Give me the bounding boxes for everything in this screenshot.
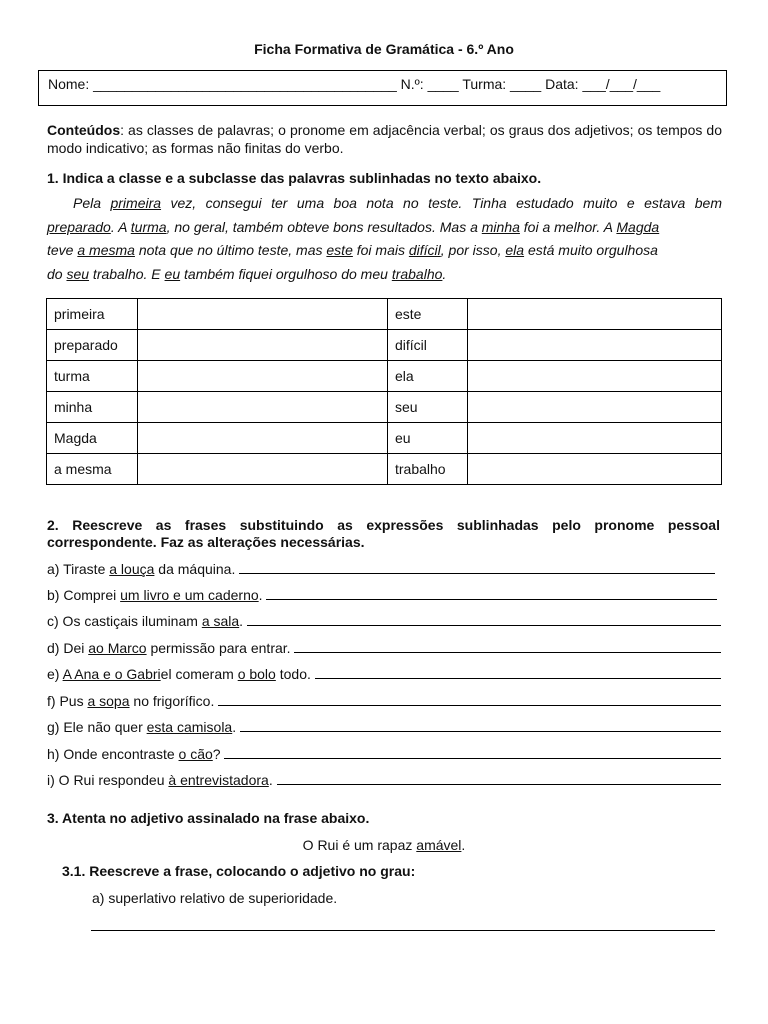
- table-answer-cell[interactable]: [138, 330, 388, 361]
- table-word: eu: [388, 423, 468, 454]
- answer-line[interactable]: [266, 587, 717, 600]
- answer-line[interactable]: [277, 772, 721, 785]
- table-row: [47, 330, 722, 361]
- page-title: Ficha Formativa de Gramática - 6.º Ano: [254, 41, 514, 57]
- rewrite-item: h) Onde encontraste o cão?: [47, 746, 721, 762]
- rewrite-item: g) Ele não quer esta camisola.: [47, 719, 721, 735]
- answer-line[interactable]: [218, 693, 721, 706]
- table-row: [47, 423, 722, 454]
- table-answer-cell[interactable]: [468, 330, 722, 361]
- answer-line-3-1-a[interactable]: [91, 930, 715, 931]
- answer-line[interactable]: [294, 640, 721, 653]
- rewrite-item: i) O Rui respondeu à entrevistadora.: [47, 772, 721, 788]
- rewrite-item: c) Os castiçais iluminam a sala.: [47, 613, 721, 629]
- table-answer-cell[interactable]: [138, 454, 388, 485]
- table-word: seu: [388, 392, 468, 423]
- table-word: Magda: [47, 423, 138, 454]
- table-row: [47, 392, 722, 423]
- contents-label: Conteúdos: [47, 122, 121, 138]
- table-answer-cell[interactable]: [138, 361, 388, 392]
- question-3-sentence: O Rui é um rapaz amável.: [302, 837, 466, 853]
- table-answer-cell[interactable]: [138, 423, 388, 454]
- passage-line-4: do seu trabalho. E eu também fiquei orgulhoso do meu trabalho.: [47, 265, 447, 282]
- question-1-passage: [47, 192, 722, 286]
- table-word: primeira: [47, 299, 138, 330]
- rewrite-item: a) Tiraste a louça da máquina.: [47, 561, 715, 577]
- rewrite-item: f) Pus a sopa no frigorífico.: [47, 693, 721, 709]
- passage-line-2: preparado. A turma, no geral, também obteve bons resultados. Mas a minha foi a melhor. A Magda: [47, 218, 660, 235]
- question-2-prompt: 2. Reescreve as frases substituindo as expressões sublinhadas pelo pronome pessoal correspondente. Faz as alterações necessárias.: [47, 517, 720, 550]
- rewrite-item: b) Comprei um livro e um caderno.: [47, 587, 717, 603]
- table-row: [47, 299, 722, 330]
- table-word: este: [388, 299, 468, 330]
- table-answer-cell[interactable]: [468, 454, 722, 485]
- table-answer-cell[interactable]: [138, 392, 388, 423]
- rewrite-item: d) Dei ao Marco permissão para entrar.: [47, 640, 721, 656]
- table-word: ela: [388, 361, 468, 392]
- table-word: trabalho: [388, 454, 468, 485]
- table-word: preparado: [47, 330, 138, 361]
- word-class-table: [46, 298, 722, 485]
- rewrite-item: e) A Ana e o Gabriel comeram o bolo todo.: [47, 666, 721, 682]
- table-word: difícil: [388, 330, 468, 361]
- table-word: turma: [47, 361, 138, 392]
- answer-line[interactable]: [224, 746, 721, 759]
- table-answer-cell[interactable]: [468, 361, 722, 392]
- table-answer-cell[interactable]: [138, 299, 388, 330]
- question-3-prompt: 3. Atenta no adjetivo assinalado na frase abaixo.: [47, 810, 370, 826]
- question-3-1-prompt: 3.1. Reescreve a frase, colocando o adjetivo no grau:: [62, 863, 416, 879]
- table-answer-cell[interactable]: [468, 423, 722, 454]
- passage-line-1: Pela primeira vez, consegui ter uma boa nota no teste. Tinha estudado muito e estava bem: [73, 195, 722, 211]
- contents-text: : as classes de palavras; o pronome em adjacência verbal; os graus dos adjetivos; os tempos do modo indicativo; as formas não finitas do verbo.: [47, 122, 722, 156]
- table-row: [47, 361, 722, 392]
- student-info-fields: Nome: _______________________________________ N.º: ____ Turma: ____ Data: ___/___/___: [48, 76, 661, 92]
- table-word: minha: [47, 392, 138, 423]
- question-3-1-option-a: a) superlativo relativo de superioridade.: [92, 890, 338, 906]
- answer-line[interactable]: [315, 666, 721, 679]
- table-answer-cell[interactable]: [468, 392, 722, 423]
- answer-line[interactable]: [247, 613, 721, 626]
- question-1-prompt: 1. Indica a classe e a subclasse das palavras sublinhadas no texto abaixo.: [47, 170, 542, 186]
- table-answer-cell[interactable]: [468, 299, 722, 330]
- answer-line[interactable]: [240, 719, 721, 732]
- table-row: [47, 454, 722, 485]
- passage-line-3: teve a mesma nota que no último teste, mas este foi mais difícil, por isso, ela está muito orgulhosa: [47, 242, 658, 258]
- table-word: a mesma: [47, 454, 138, 485]
- contents-paragraph: [47, 121, 722, 157]
- answer-line[interactable]: [239, 561, 715, 574]
- student-info-box: [38, 70, 727, 106]
